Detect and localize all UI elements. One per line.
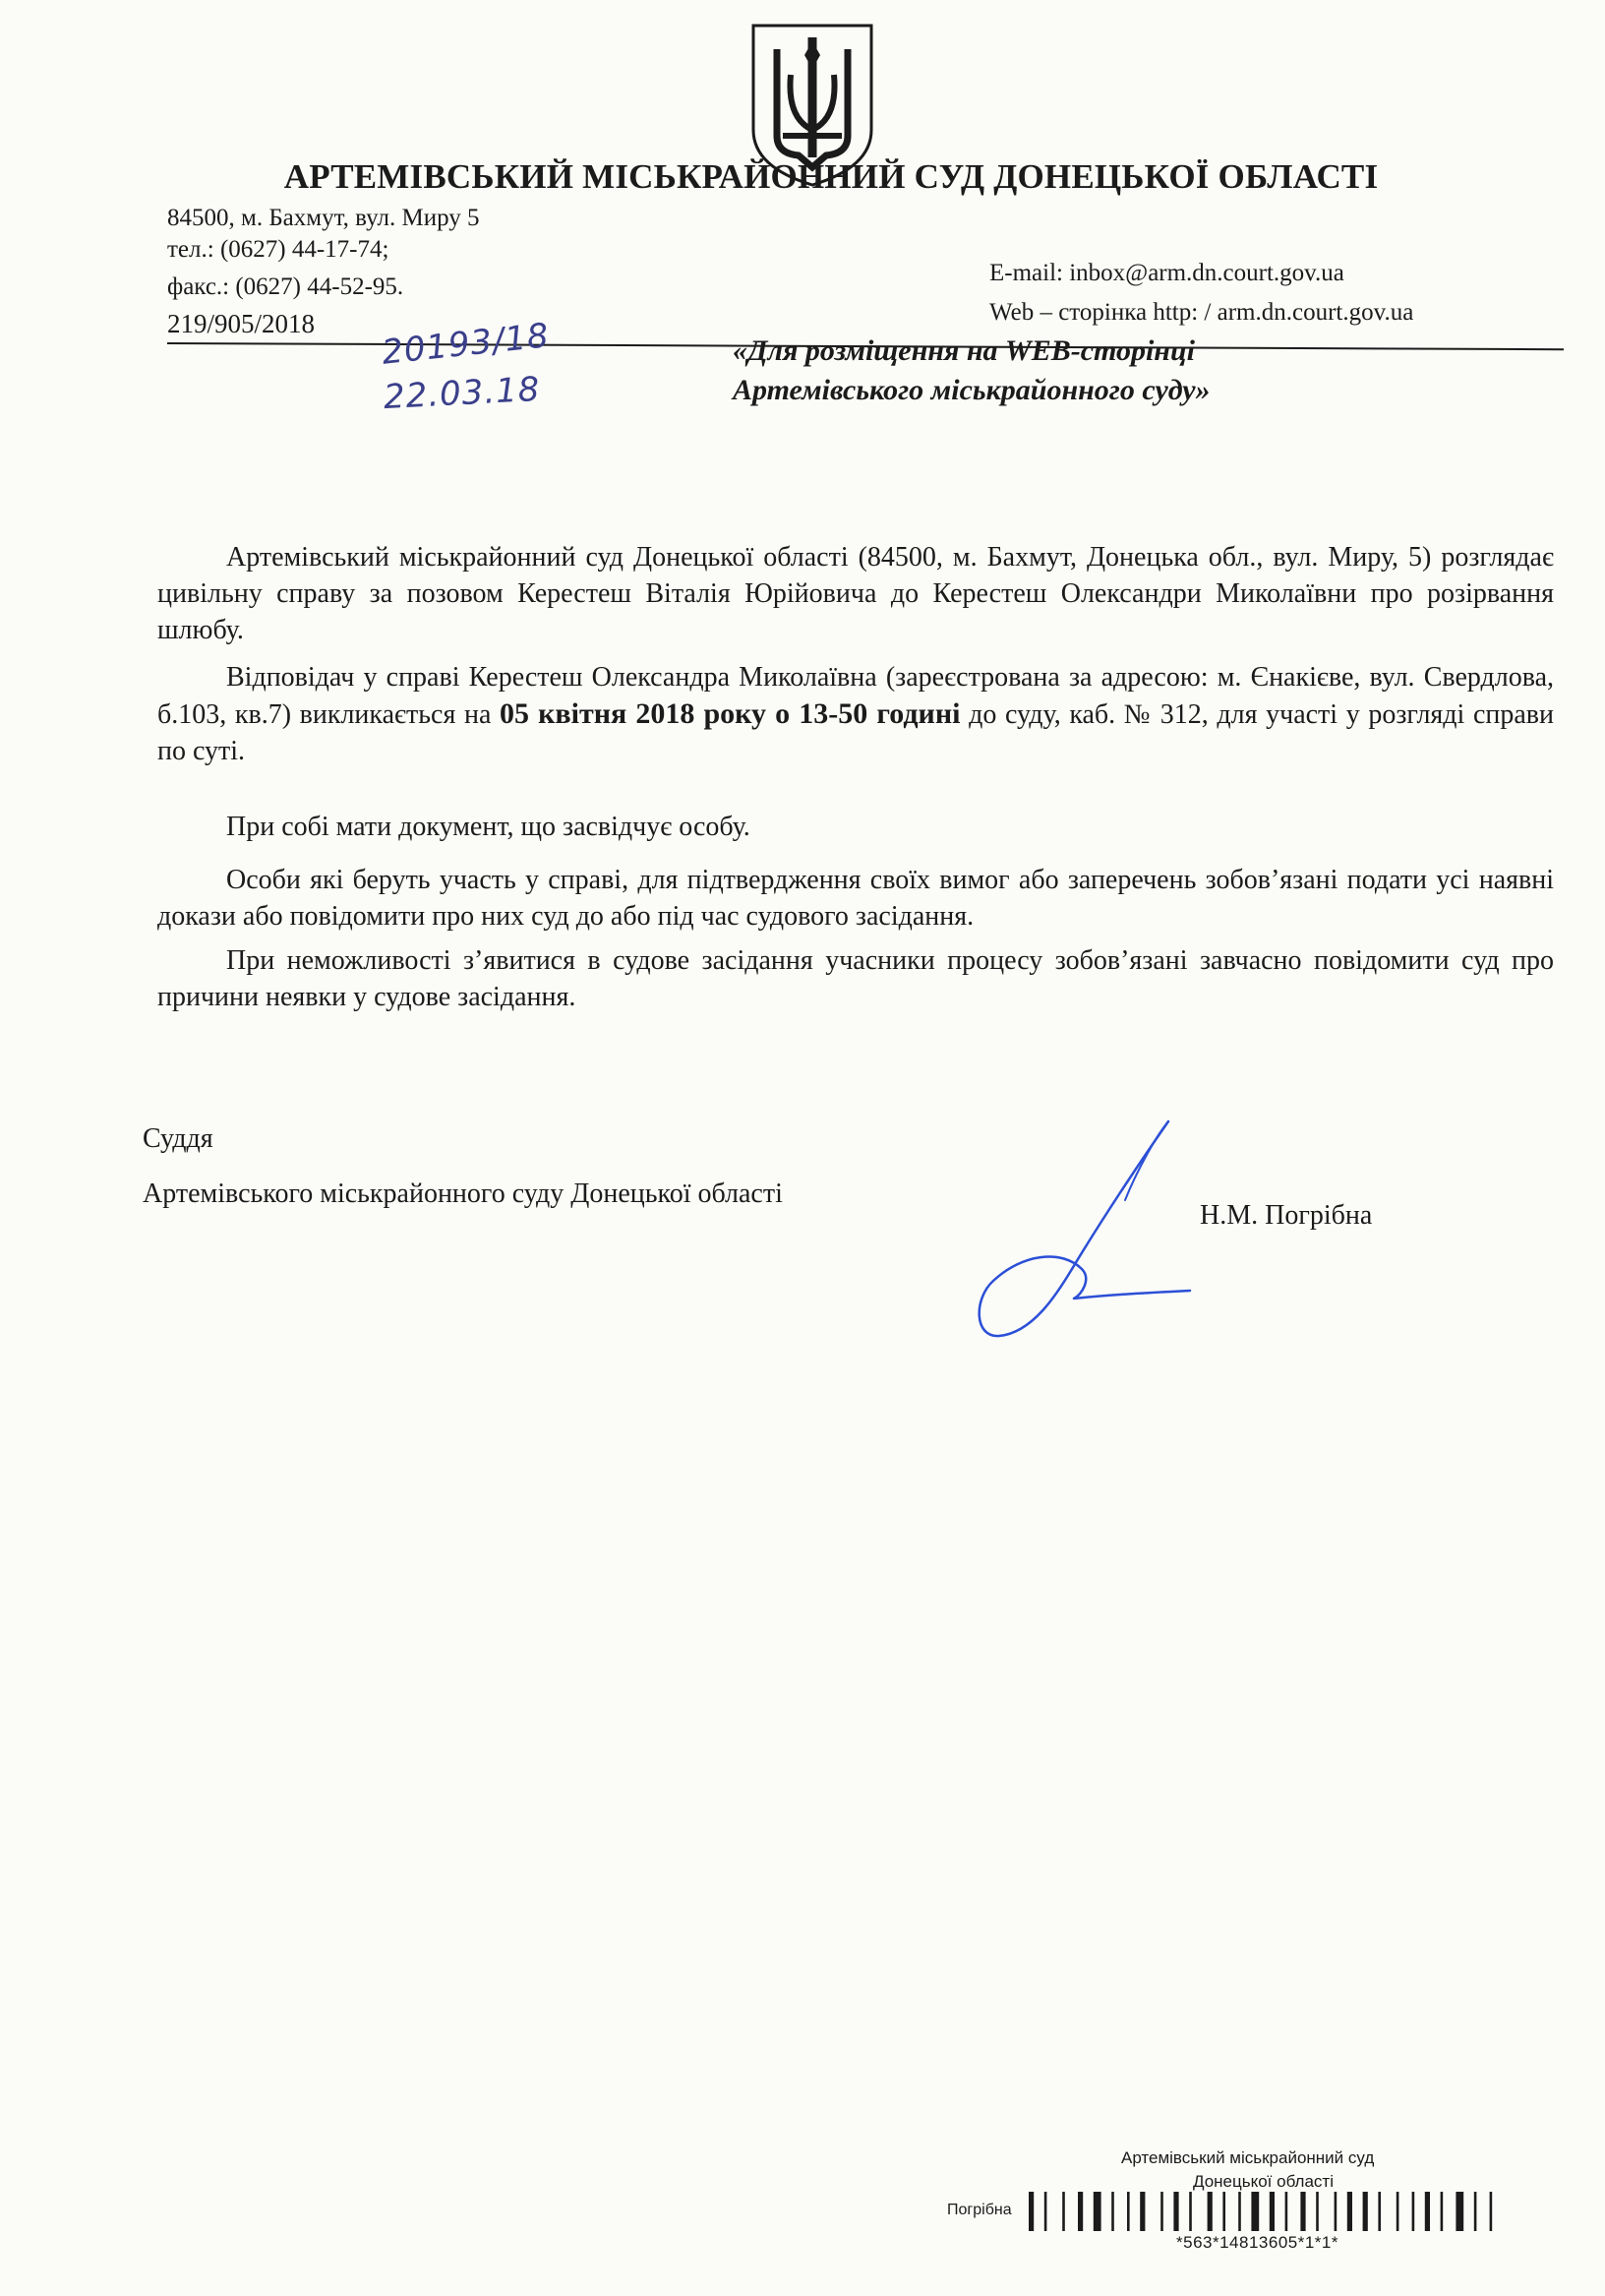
summons-text-after: до суду, каб. № 312, для участі у розгляді справи по суті. bbox=[157, 699, 1554, 766]
barcode-icon bbox=[1029, 2190, 1495, 2233]
body-paragraph-evidence: Особи які беруть участь у справі, для підтвердження своїх вимог або заперечень зобов’язані подати усі наявні докази або повідомити про них суд до або під час судового засідання. bbox=[157, 865, 1554, 932]
stamp-judge-name: Погрібна bbox=[947, 2202, 1012, 2218]
placement-note-line-2: Артемівського міськрайонного суду» bbox=[733, 374, 1211, 406]
body-paragraph-summons bbox=[157, 659, 1554, 769]
stamp-court-line-2: Донецької області bbox=[1193, 2172, 1334, 2191]
hearing-date: 05 квітня 2018 року о 13-50 годині bbox=[500, 697, 961, 730]
court-address: 84500, м. Бахмут, вул. Миру 5 bbox=[167, 205, 480, 231]
court-fax: факс.: (0627) 44-52-95. bbox=[167, 273, 404, 300]
body-paragraph-case: Артемівський міськрайонний суд Донецької області (84500, м. Бахмут, Донецька обл., вул. Миру, 5) розглядає цивільну справу за позовом Керестеш Віталія Юрійовича до Керестеш Олександри Миколаївни про розірвання шлюбу. bbox=[157, 542, 1554, 645]
registration-number: 219/905/2018 bbox=[167, 309, 316, 338]
signature-icon bbox=[964, 1102, 1200, 1358]
barcode-number: *563*14813605*1*1* bbox=[1176, 2233, 1338, 2252]
judge-court: Артемівського міськрайонного суду Донецької області bbox=[143, 1178, 783, 1209]
body-paragraph-id: При собі мати документ, що засвідчує особу. bbox=[226, 812, 750, 842]
stamp-court-line-1: Артемівський міськрайонний суд bbox=[1121, 2148, 1375, 2167]
judge-title: Суддя bbox=[143, 1123, 213, 1154]
handwritten-date-1: 20193/18 bbox=[380, 316, 552, 373]
judge-name: Н.М. Погрібна bbox=[1200, 1200, 1373, 1231]
handwritten-date-2: 22.03.18 bbox=[383, 369, 542, 418]
court-email: E-mail: inbox@arm.dn.court.gov.ua bbox=[989, 260, 1344, 286]
court-title: АРТЕМІВСЬКИЙ МІСЬКРАЙОННИЙ СУД ДОНЕЦЬКОЇ ОБЛАСТІ bbox=[283, 157, 1379, 196]
court-website: Web – сторінка http: / arm.dn.court.gov.ua bbox=[989, 299, 1414, 326]
placement-note-line-1: «Для розміщення на WEB-сторінці bbox=[733, 334, 1195, 367]
summons-text-before: Відповідач у справі Керестеш Олександра Миколаївна (зареєстрована за адресою: м. Єнакієве, вул. Свердлова, б.103, кв.7) викликається на bbox=[157, 662, 1554, 730]
body-paragraph-absence: При неможливості з’явитися в судове засідання учасники процесу зобов’язані завчасно повідомити суд про причини неявки у судове засідання. bbox=[157, 945, 1554, 1012]
court-phone: тел.: (0627) 44-17-74; bbox=[167, 236, 389, 263]
